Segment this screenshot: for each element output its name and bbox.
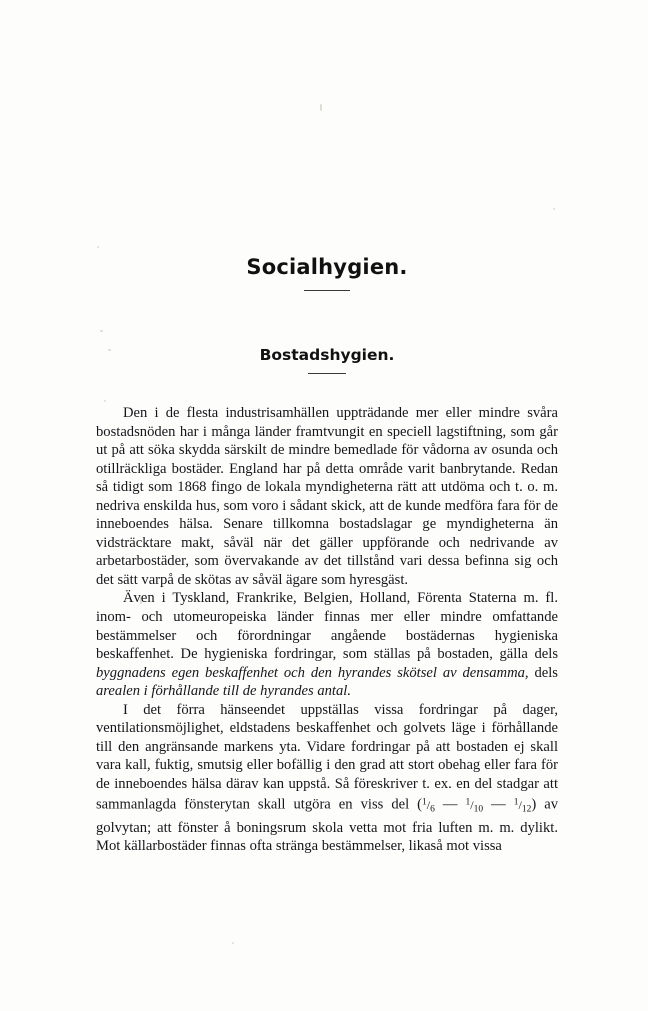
fraction-3-numerator: 1 <box>513 797 519 808</box>
paragraph-1: Den i de flesta industrisamhällen uppträdande mer eller mindre svåra bostadsnöden har i många länder framtvungit en speciell lagstiftning, som går ut på att söka skydda särskilt de mindre bemedlade för vådorna av osunda och otillräckliga bostäder. England har på detta område varit banbrytande. Redan så tidigt som 1868 fingo de lokala myndigheterna rätt att utdöma och t. o. m. nedriva enskilda hus, som voro i sådant skick, att de kunde medföra fara för de inneboendes hälsa. Senare tillkomna bostadslagar ge myndigheterna än vidsträcktare makt, såväl när det gäller uppförande och nedrivande av arbetarbostäder, som övervakande av det tillstånd vari dessa befinna sig och det sätt varpå de skötas av såväl ägare som hyresgäst. <box>96 405 558 588</box>
paragraph-2-italic-1: byggnadens egen beskaffenhet och den hyrandes skötsel av densamma, <box>96 664 529 681</box>
fraction-1-denominator: 6 <box>430 804 435 815</box>
paper-speck <box>553 208 555 210</box>
paragraph-3 <box>96 701 558 856</box>
fraction-2: $^1/_{10}$ <box>465 797 484 815</box>
paper-speck <box>97 246 99 248</box>
paragraph-2-lead: Även i Tyskland, Frankrike, Belgien, Holland, Förenta Staterna m. fl. inom- och utomeuropeiska länder finnas mer eller mindre omfattande bestämmelser och förordningar angående bostädernas hygieniska beskaffenhet. De hygieniska fordringar, som ställas på bostaden, gälla dels <box>96 590 558 663</box>
fraction-close: ) <box>531 796 537 813</box>
paragraph-2-connector: dels <box>528 664 558 681</box>
paragraph-2-italic-2: arealen i förhållande till de hyrandes antal. <box>96 683 351 700</box>
fraction-2-denominator: 10 <box>473 804 484 815</box>
fraction-1-numerator: 1 <box>422 797 427 808</box>
section-title: Bostadshygien. <box>259 346 395 364</box>
fraction-dash-2: — <box>483 796 514 813</box>
paragraph-3-lead: I det förra hänseendet uppställas vissa fordringar på dager, ventilationsmöjlighet, eldstadens beskaffenhet och golvets läge i förhållande till den angränsande markens yta. Vidare fordringar på att bostaden ej skall vara kall, fuktig, smutsig eller bofällig i den grad att stort obehag eller fara för de inneboendes hälsa därav kan uppstå. Så föreskriver t. ex. en del stadgar att sammanlagda fönsterytan skall utgöra en viss del ( <box>96 701 558 813</box>
document-content <box>96 255 558 856</box>
paper-speck <box>232 942 234 944</box>
fraction-1: $^1/_6$ <box>422 797 435 815</box>
fraction-dash-1: — <box>434 796 466 813</box>
body-text <box>96 404 558 856</box>
section-divider <box>308 373 346 374</box>
fraction-3: $^1/_{12}$ <box>513 797 532 815</box>
page-title: Socialhygien. <box>246 255 408 279</box>
paper-speck <box>320 104 322 111</box>
paragraph-2 <box>96 589 558 700</box>
title-divider <box>304 290 350 291</box>
fraction-2-numerator: 1 <box>465 797 471 808</box>
paragraph-3-tail: av golvytan; att fönster å boningsrum skola vetta mot fria luften m. m. dylikt. Mot källarbostäder finnas ofta stränga bestämmelser, likaså mot vissa <box>96 796 559 855</box>
fraction-3-denominator: 12 <box>521 804 532 815</box>
